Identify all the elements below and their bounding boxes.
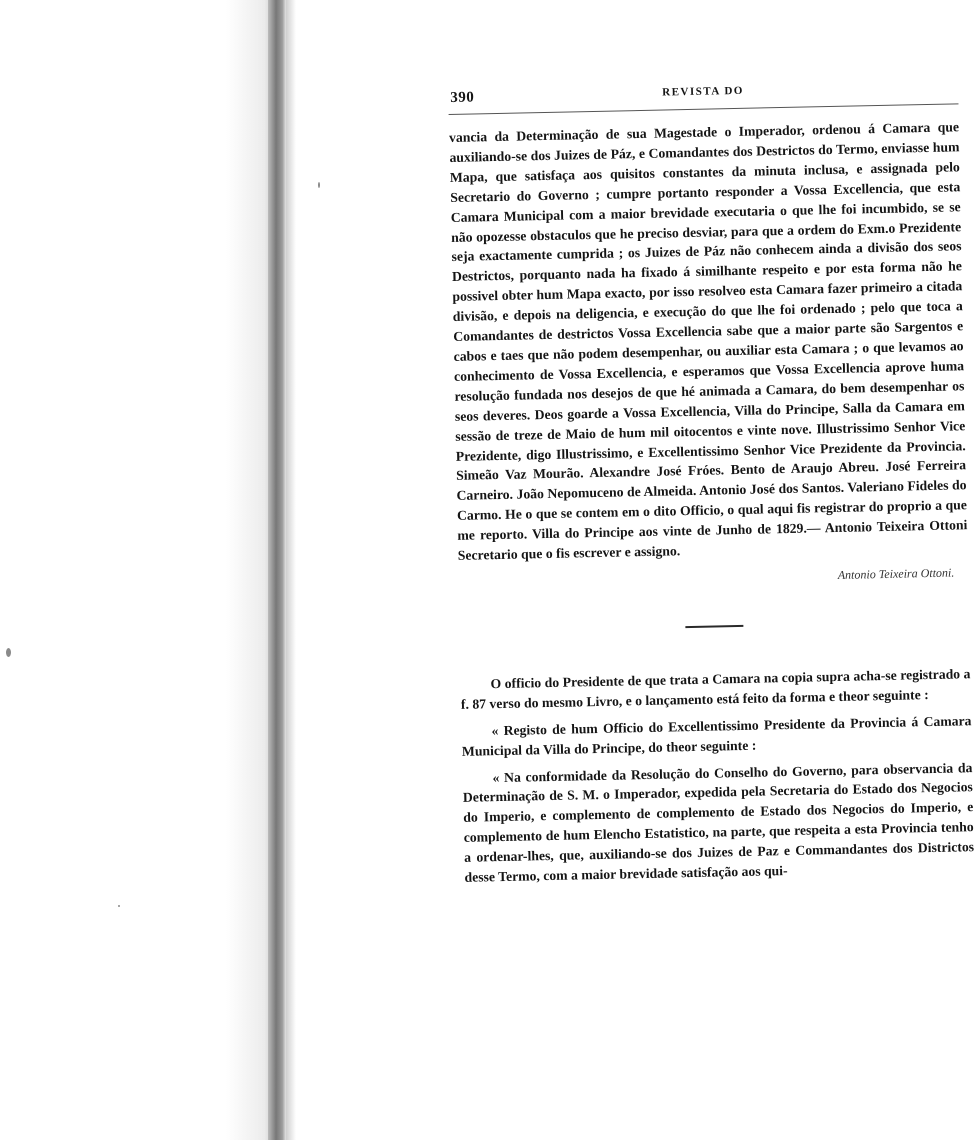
section-divider xyxy=(685,625,743,628)
paragraph-letter-body: vancia da Determinação de sua Magestade o Imperador, ordenou á Camara que auxiliando-se dos Juizes de Páz, e Comandantes dos Destrictos do Termo, enviasse hum Mapa, que satisfaça aos quisitos constantes da minuta inclusa, e assignada pelo Secretario do Governo ; cumpre portanto responder a Vossa Excellencia, que esta Camara Municipal com a maior brevidade executaria o que lhe foi incumbido, se se não opozesse obstaculos que he preciso desviar, para que a ordem do Exm.o Prezidente seja exactamente cumprida ; os Juizes de Páz não conhecem ainda a divisão dos seos Destrictos, porquanto nada ha fixado á similhante respeito e por esta forma não he possivel obter hum Mapa exacto, por isso resolveo esta Camara fazer primeiro a citada divisão, e depois na deligencia, e execução do que lhe foi ordenado ; pelo que toca a Comandantes de destrictos Vossa Excellencia sabe que a maior parte são Sargentos e cabos e taes que não podem desempenhar, ou auxiliar esta Camara ; o que levamos ao conhecimento de Vossa Excellencia, e esperamos que Vossa Excellencia aprove huma resolução fundada nos desejos de que hé animada a Camara, do bem desempenhar os seos deveres. Deos goarde a Vossa Excellencia, Villa do Principe, Salla da Camara em sessão de treze de Maio de hum mil oitocentos e vinte nove. Illustrissimo Senhor Vice Prezidente, digo Illustrissimo, e Excellentissimo Senhor Vice Prezidente da Provincia. Simeão Vaz Mourão. Alexandre José Fróes. Bento de Araujo Abreu. José Ferreira Carneiro. João Nepomuceno de Almeida. Antonio José dos Santos. Valeriano Fideles do Carmo. He o que se contem em o dito Officio, o qual aqui fis registrar do proprio a que me reporto. Villa do Principe aos vinte de Junho de 1829.— Antonio Teixeira Ottoni Secretario que o fis escrever e assigno. xyxy=(448,119,968,563)
signature: Antonio Teixeira Ottoni. xyxy=(837,565,955,582)
paragraph-intro: O officio do Presidente de que trata a Camara na copia supra acha-se registrado a f. 87 verso do mesmo Livro, e o lançamento está feito da forma e theor seguinte : xyxy=(460,666,971,712)
paper-speck xyxy=(6,648,11,657)
page-number: 390 xyxy=(450,89,475,106)
running-head: REVISTA DO xyxy=(662,84,745,99)
paper-speck xyxy=(118,905,120,907)
paper-speck xyxy=(318,182,320,188)
left-blank-page xyxy=(0,0,420,1140)
paragraph-resolucao: « Na conformidade da Resolução do Conselho do Governo, para observancia da Determinação de S. M. o Imperador, expedida pela Secretaria do Estado dos Negocios do Imperio, e complemento de complemento de Estado dos Negocios do Imperio, e complemento de hum Elencho Estatistico, na parte, que respeita a esta Provincia tenho a ordenar-lhes, que, auxiliando-se dos Juizes de Paz e Commandantes dos Districtos desse Termo, com a maior brevidade satisfação aos qui- xyxy=(462,759,975,885)
page-header xyxy=(448,75,958,115)
paragraph-registo: « Registo de hum Officio do Excellentissimo Presidente da Provincia á Camara Municipal da Villa do Principe, do theor seguinte : xyxy=(461,712,972,759)
document-page xyxy=(448,75,976,1115)
binding-fold xyxy=(268,0,286,1140)
